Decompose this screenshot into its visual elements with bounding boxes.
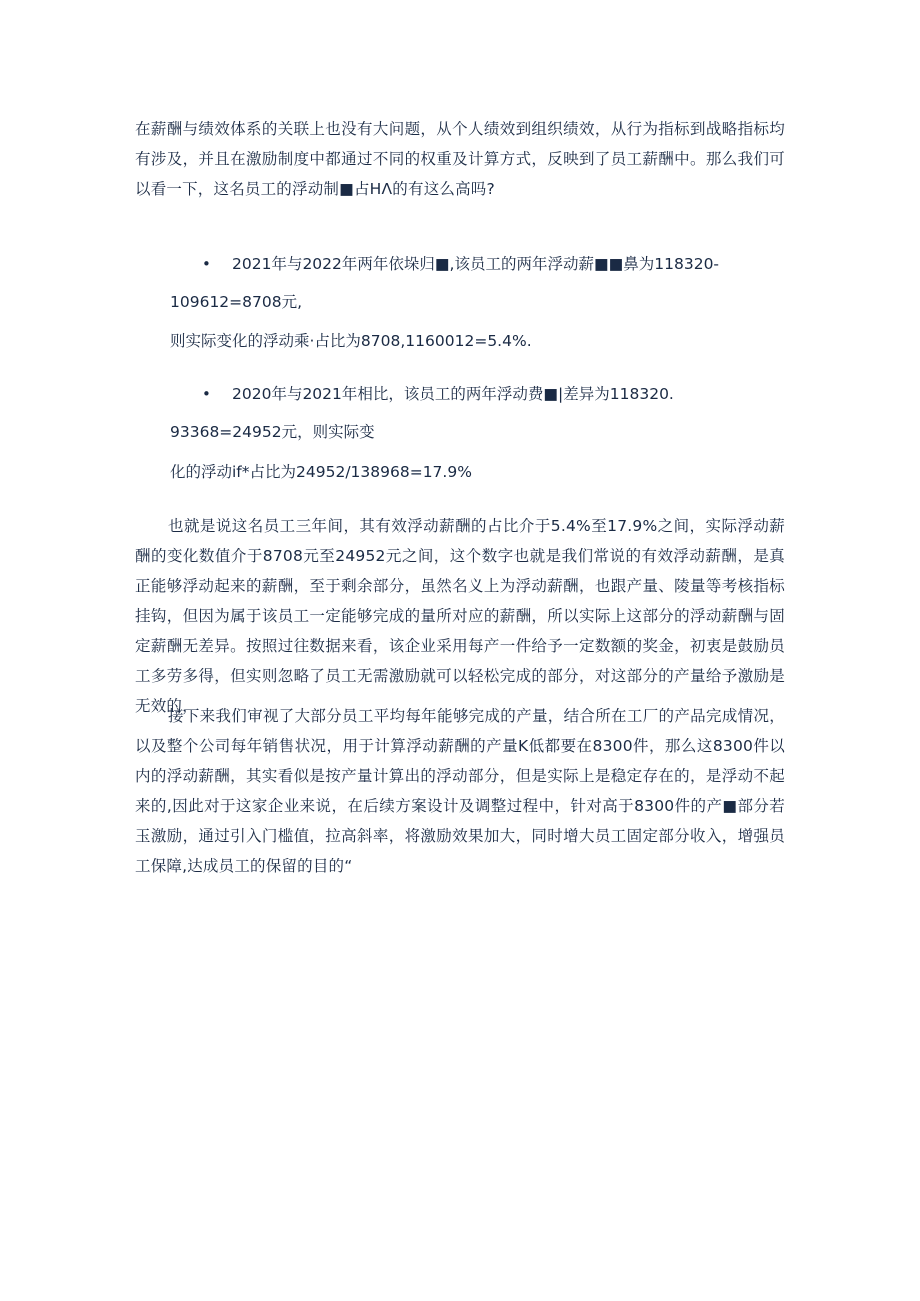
analysis-paragraph: 也就是说这名员工三年间，其有效浮动薪酬的占比介于5.4%至17.9%之间，实际浮动薪酬的变化数值介于8708元至24952元之间，这个数字也就是我们常说的有效浮动薪酬，是真正能够浮动起来的薪酬，至于剩余部分，虽然名义上为浮动薪酬，也跟产量、陵量等考核指标挂钩，但因为属于该员工一定能够完成的量所对应的薪酬，所以实际上这部分的浮动薪酬与固定薪酬无差异。按照过往数据来看，该企业采用每产一件给予一定数额的奖金，初衷是鼓励员工多劳多得，但实则忽略了员工无需激励就可以轻松完成的部分，对这部分的产量给予激励是无效的， — [135, 517, 785, 715]
intro-paragraph: 在薪酬与绩效体系的关联上也没有大问题，从个人绩效到组织绩效，从行为指标到战略指标均有涉及，并且在激励制度中都通过不同的权重及计算方式，反映到了员工薪酬中。那么我们可以看一下，这名员工的浮动制■占HΛ的有这么高吗? — [135, 120, 785, 198]
bullet-1-line-1: 2021年与2022年两年依垛归■,该员工的两年浮动薪■■鼻为118320- — [232, 255, 720, 273]
bullet-marker-2: • — [202, 385, 211, 403]
bullet-2-line-3: 化的浮动if*占比为24952/138968=17.9% — [170, 463, 472, 481]
conclusion-paragraph: 接下来我们审视了大部分员工平均每年能够完成的产量，结合所在工厂的产品完成情况，以及整个公司每年销售状况，用于计算浮动薪酬的产量K低都要在8300件，那么这8300件以内的浮动薪酬，其实看似是按产量计算出的浮动部分，但是实际上是稳定存在的，是浮动不起来的,因此对于这家企业来说，在后续方案设计及调整过程中，针对高于8300件的产■部分若玉激励，通过引入门槛值，拉高斜率，将激励效果加大，同时增大员工固定部分收入，增强员工保障,达成员工的保留的目的“ — [135, 707, 785, 875]
bullet-marker-1: • — [202, 255, 211, 273]
bullet-2-line-1: 2020年与2021年相比，该员工的两年浮动费■|差异为118320. — [232, 385, 674, 403]
bullet-1-line-3: 则实际变化的浮动乘·占比为8708,1160012=5.4%. — [170, 332, 532, 350]
bullet-1-line-2: 109612=8708元, — [170, 293, 303, 311]
bullet-2-line-2: 93368=24952元，则实际变 — [170, 423, 375, 441]
